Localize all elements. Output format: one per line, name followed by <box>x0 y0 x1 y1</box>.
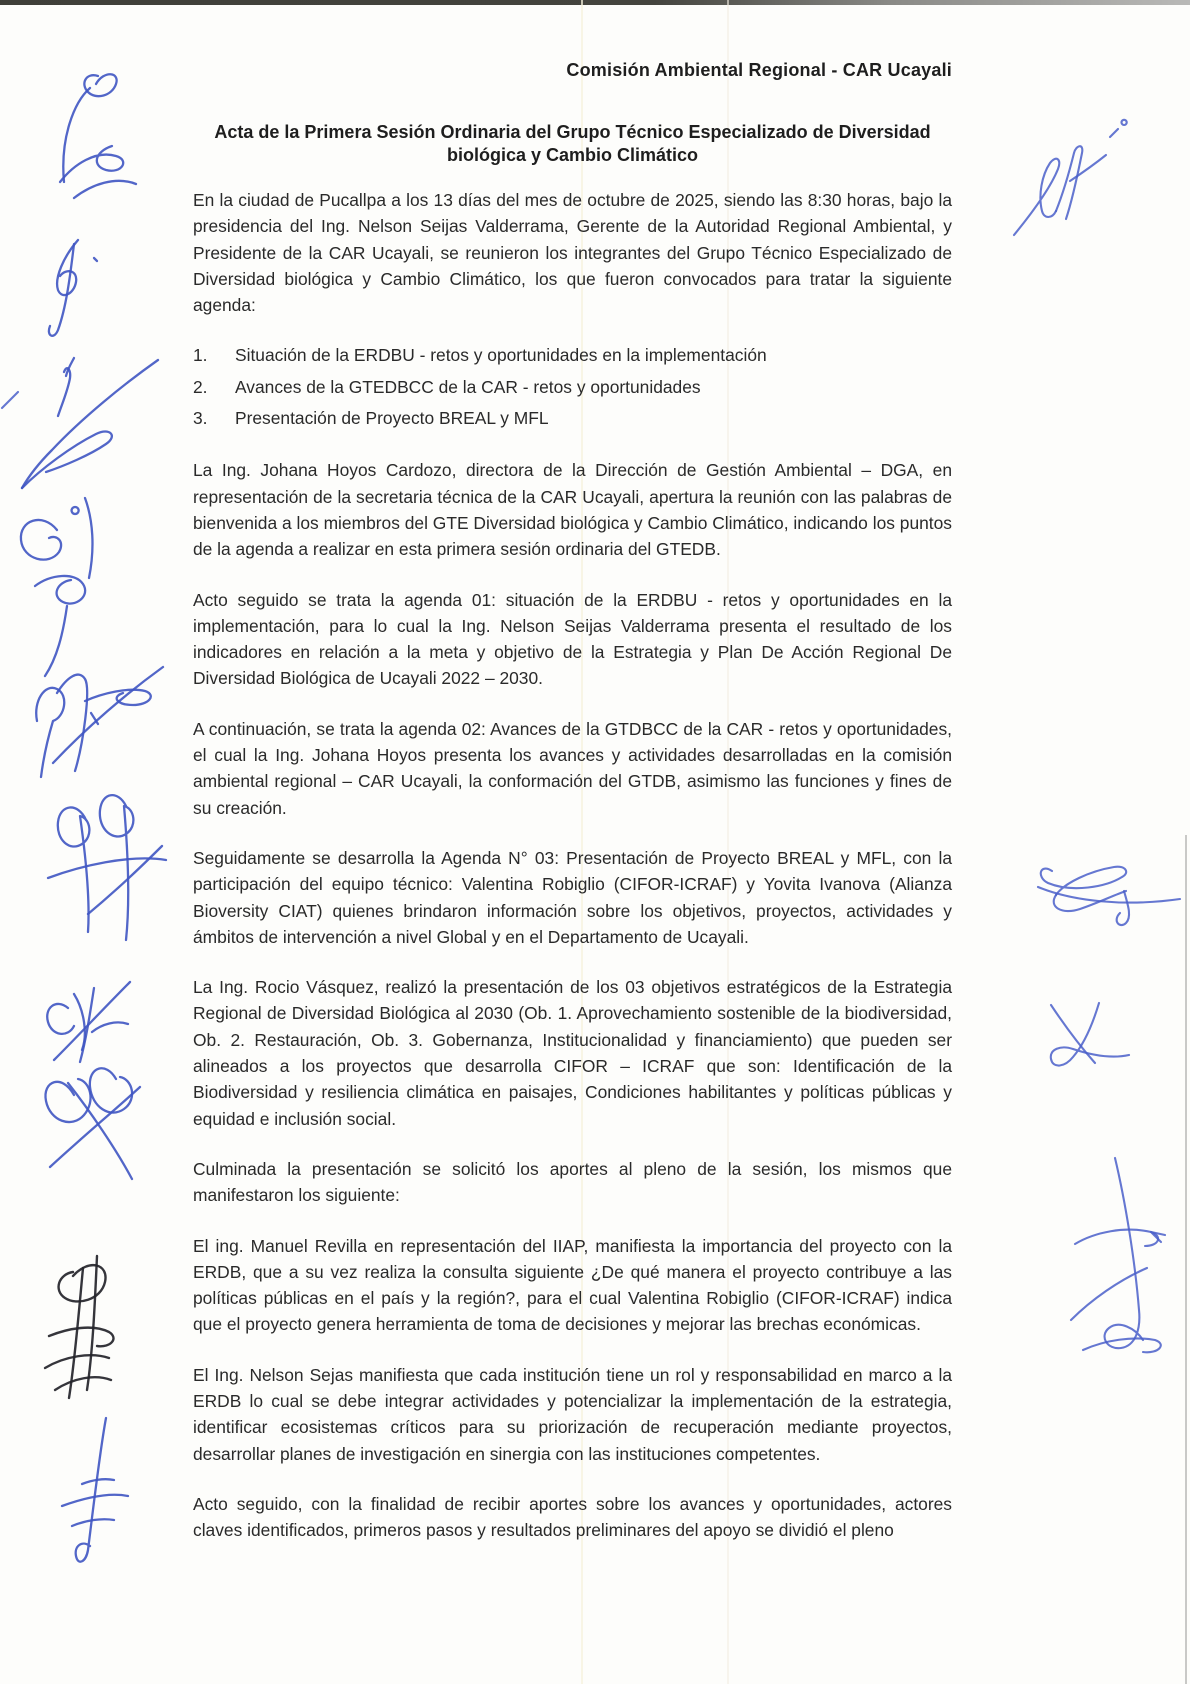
agenda-item-2 <box>193 374 952 400</box>
paragraph: Acto seguido se trata la agenda 01: situación de la ERDBU - retos y oportunidades en la implementación, para lo cual la Ing. Nelson Seijas Valderrama presenta el resultado de los indicadores en relación a la meta y objetivo de la Estrategia y Plan De Acción Regional De Diversidad Biológica de Ucayali 2022 – 2030. <box>193 589 952 689</box>
agenda-text: Avances de la GTEDBCC de la CAR - retos y oportunidades <box>235 376 701 397</box>
paragraph: El Ing. Nelson Sejas manifiesta que cada institución tiene un rol y responsabilidad en marco a la ERDB lo cual se debe integrar actividades y potencializar la implementación de la estrategia, identificar ecosistemas críticos para su priorización de recuperación mediante proyectos, desarrollar planes de investigación en sinergia con las instituciones competentes. <box>193 1364 952 1464</box>
agenda-item-3 <box>193 405 952 431</box>
agenda-text: Situación de la ERDBU - retos y oportunidades en la implementación <box>235 345 767 366</box>
agenda-item-1 <box>193 342 952 368</box>
paragraph: Seguidamente se desarrolla la Agenda N° 03: Presentación de Proyecto BREAL y MFL, con la participación del equipo técnico: Valentina Robiglio (CIFOR-ICRAF) y Yovita Ivanova (Alianza Bioversity CIAT) quienes brindaron información sobre los objetivos, proyectos, actividades y ámbitos de intervención a nivel Global y en el Departamento de Ucayali. <box>193 847 952 947</box>
paragraph: Acto seguido, con la finalidad de recibir aportes sobre los avances y oportunidades, actores claves identificados, primeros pasos y resultados preliminares del apoyo se dividió el pleno <box>193 1493 952 1541</box>
letterhead: Comisión Ambiental Regional - CAR Ucayali <box>566 60 952 80</box>
agenda-list <box>193 342 952 431</box>
document-title: Acta de la Primera Sesión Ordinaria del Grupo Técnico Especializado de Diversidad biológica y Cambio Climático <box>214 122 931 165</box>
agenda-number: 2. <box>193 376 208 397</box>
paragraph: La Ing. Johana Hoyos Cardozo, directora de la Dirección de Gestión Ambiental – DGA, en representación de la secretaria técnica de la CAR Ucayali, apertura la reunión con las palabras de bienvenida a los miembros del GTE Diversidad biológica y Cambio Climático, indicando los puntos de la agenda a realizar en esta primera sesión ordinaria del GTEDB. <box>193 460 952 560</box>
agenda-text: Presentación de Proyecto BREAL y MFL <box>235 408 549 429</box>
agenda-number: 3. <box>193 408 208 429</box>
paragraph-intro: En la ciudad de Pucallpa a los 13 días del mes de octubre de 2025, siendo las 8:30 horas, bajo la presidencia del Ing. Nelson Seijas Valderrama, Gerente de la Autoridad Regional Ambiental, y Presidente de la CAR Ucayali, se reunieron los integrantes del Grupo Técnico Especializado de Diversidad biológica y Cambio Climático, los que fueron convocados para tratar la siguiente agenda: <box>193 190 952 316</box>
paragraph: El ing. Manuel Revilla en representación del IIAP, manifiesta la importancia del proyecto con la ERDB, que a su vez realiza la consulta siguiente ¿De qué manera el proyecto contribuye a las políticas públicas en el país y la región?, para el cual Valentina Robiglio (CIFOR-ICRAF) indica que el proyecto genera herramienta de toma de decisiones y mejorar las brechas económicas. <box>193 1235 952 1335</box>
paragraph: A continuación, se trata la agenda 02: Avances de la GTDBCC de la CAR - retos y oportunidades, el cual la Ing. Johana Hoyos presenta los avances y actividades desarrolladas en la comisión ambiental regional – CAR Ucayali, la conformación del GTDB, asimismo las funciones y fines de su creación. <box>193 718 952 818</box>
agenda-number: 1. <box>193 345 208 366</box>
paragraph: Culminada la presentación se solicitó los aportes al pleno de la sesión, los mismos que manifestaron los siguiente: <box>193 1158 952 1206</box>
paragraph: La Ing. Rocio Vásquez, realizó la presentación de los 03 objetivos estratégicos de la Estrategia Regional de Diversidad Biológica al 2030 (Ob. 1. Aprovechamiento sostenible de la biodiversidad, Ob. 2. Restauración, Ob. 3. Gobernanza, Institucionalidad y financiamiento) que pueden ser alineados a los proyectos que desarrolla CIFOR – ICRAF que son: Identificación de la Biodiversidad y resiliencia climática en paisajes, Condiciones habilitantes y políticas públicas y equidad e inclusión social. <box>193 977 952 1129</box>
